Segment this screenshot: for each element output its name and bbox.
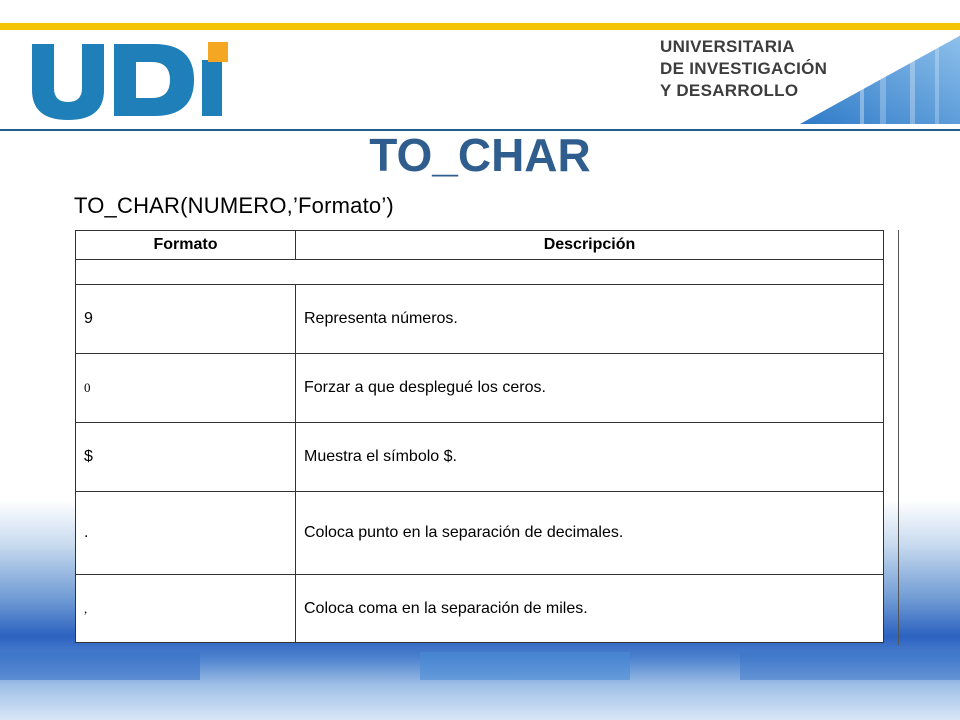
column-header-description: Descripción (296, 231, 884, 260)
table-spacer-row (76, 260, 884, 285)
org-name-line: DE INVESTIGACIÓN (660, 59, 828, 78)
syntax-line: TO_CHAR(NUMERO,’Formato’) (74, 193, 394, 218)
top-accent-bar (0, 23, 960, 30)
table-row (76, 492, 884, 575)
format-table-container (75, 230, 883, 645)
description-cell: Forzar a que desplegué los ceros. (296, 354, 884, 423)
format-cell: . (76, 492, 296, 575)
table-outer-border (898, 230, 899, 645)
description-cell: Muestra el símbolo $. (296, 423, 884, 492)
table-row (76, 354, 884, 423)
background-stripe (740, 652, 960, 680)
table-header-row (76, 231, 884, 260)
page-title: TO_CHAR (369, 129, 591, 181)
org-corner-graphic (800, 34, 960, 124)
background-stripe (420, 652, 630, 680)
format-cell: , (76, 575, 296, 643)
table-row (76, 423, 884, 492)
org-name-line: UNIVERSITARIA (660, 37, 795, 56)
spacer-cell (76, 260, 884, 285)
background-stripe (0, 652, 200, 680)
table-row (76, 285, 884, 354)
format-cell: 0 (76, 354, 296, 423)
format-table (75, 230, 884, 643)
description-cell: Coloca punto en la separación de decimales. (296, 492, 884, 575)
description-cell: Coloca coma en la separación de miles. (296, 575, 884, 643)
org-name-line: Y DESARROLLO (660, 81, 799, 100)
format-cell: $ (76, 423, 296, 492)
udi-logo (30, 40, 230, 120)
format-cell: 9 (76, 285, 296, 354)
table-row (76, 575, 884, 643)
column-header-format: Formato (76, 231, 296, 260)
description-cell: Representa números. (296, 285, 884, 354)
